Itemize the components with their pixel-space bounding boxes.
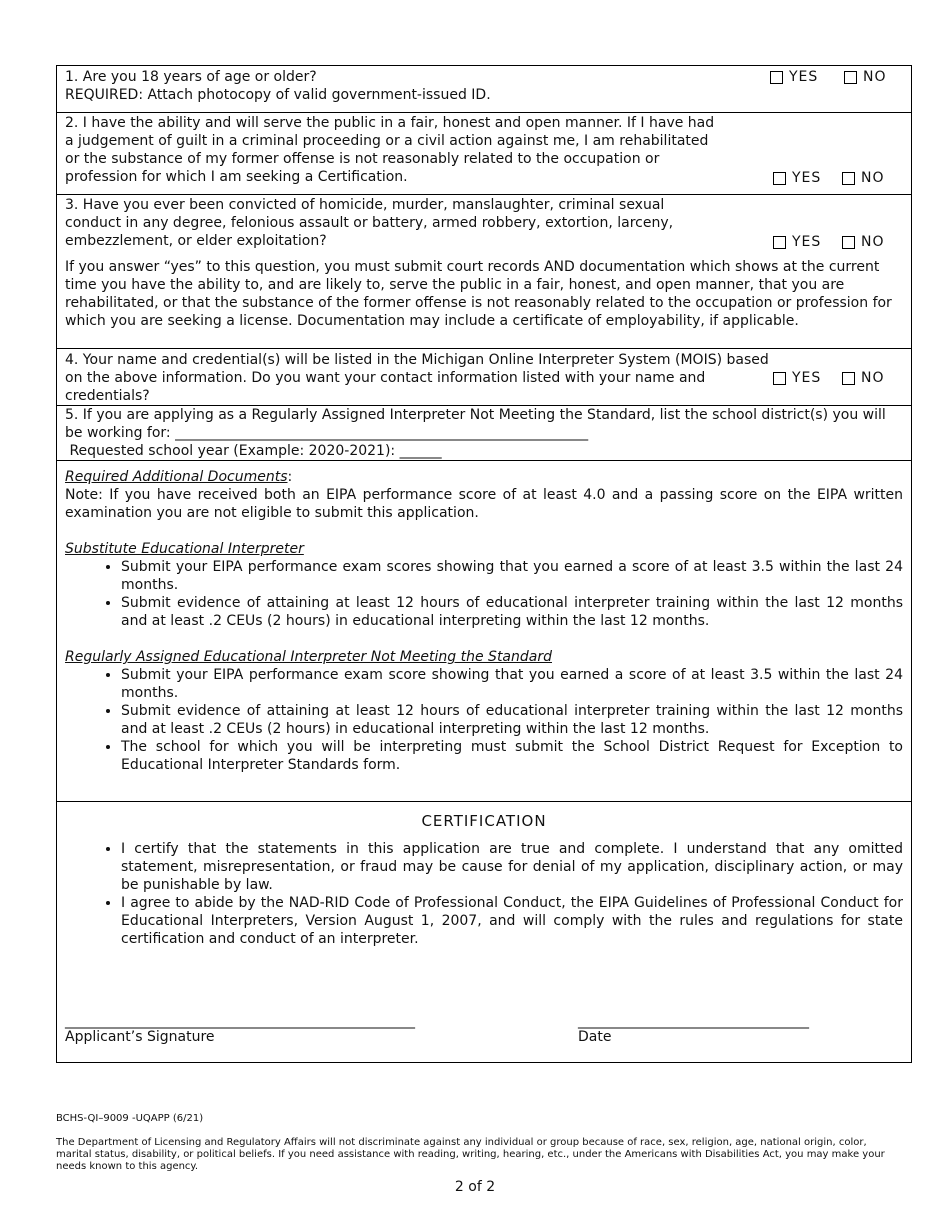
question-2-no-checkbox[interactable] [842,172,855,185]
question-4-cell [57,349,912,406]
question-2-cell [57,113,912,195]
nondiscrimination-notice: The Department of Licensing and Regulatory Affairs will not discriminate against any individual or group because of race, sex, religion, age, national origin, color, marital status, disability, or political beliefs. If you need assistance with reading, writing, hearing, etc., under the Americans with Disabilities Act, you may make your needs known to this agency. [56,1137,885,1172]
question-1-no-option[interactable] [844,68,887,86]
page-number: 2 of 2 [454,1179,496,1195]
question-2-no-option[interactable] [842,169,885,187]
question-2-yes-checkbox[interactable] [773,172,786,185]
question-4-yes-checkbox[interactable] [773,372,786,385]
substitute-heading: Substitute Educational Interpreter [65,541,304,557]
question-1-no-checkbox[interactable] [844,71,857,84]
question-4-no-option[interactable] [842,369,885,387]
question-4-no-checkbox[interactable] [842,372,855,385]
question-1-cell [57,66,912,113]
question-1-yes-checkbox[interactable] [770,71,783,84]
list-item: • Submit your EIPA performance exam scores showing that you earned a score of at least 3.5 within the last 24 months. [121,558,903,594]
required-documents-heading: Required Additional Documents [65,469,288,485]
yes-label: YES [792,170,822,186]
signature-line[interactable]: __________________________________________________ [65,1013,415,1029]
form-code: BCHS-QI–9009 -UQAPP (6/21) [56,1113,204,1124]
question-1-yes-option[interactable] [770,68,818,86]
list-item: • The school for which you will be interpreting must submit the School District Request for Exception to Educational Interpreter Standards form. [121,738,903,774]
signature-label: Applicant’s Signature [65,1029,215,1045]
question-3-yes-checkbox[interactable] [773,236,786,249]
question-5-cell [57,406,912,461]
question-3-no-checkbox[interactable] [842,236,855,249]
application-form-table [56,65,912,1063]
yes-label: YES [792,234,822,250]
question-2-yes-option[interactable] [773,169,821,187]
question-3-yes-option[interactable] [773,233,821,251]
required-documents-colon: : [287,469,293,485]
question-5-school-year[interactable]: Requested school year (Example: 2020-2021): ______ [65,443,442,459]
question-4-text: 4. Your name and credential(s) will be listed in the Michigan Online Interpreter System (MOIS) based on the above information. Do you want your contact information listed with your name and credentials? [65,352,769,404]
regular-list [65,666,903,774]
required-documents-cell [57,461,912,802]
date-line[interactable]: _________________________________ [578,1013,809,1029]
question-1-requirement: REQUIRED: Attach photocopy of valid government-issued ID. [65,87,491,103]
list-item: • I agree to abide by the NAD-RID Code of Professional Conduct, the EIPA Guidelines of Professional Conduct for Educational Interpreters, Version August 1, 2007, and will comply with the rules and regulations for state certification and conduct of an interpreter. [121,894,903,948]
no-label: NO [861,170,885,186]
yes-label: YES [789,69,819,85]
question-2-text: 2. I have the ability and will serve the public in a fair, honest and open manner. If I have had a judgement of guilt in a criminal proceeding or a civil action against me, I am rehabilitated or the substance of my former offense is not reasonably related to the occupation or profession for which I am seeking a Certification. [65,115,715,185]
question-3-no-option[interactable] [842,233,885,251]
substitute-list [65,558,903,630]
certification-title: CERTIFICATION [421,812,547,830]
list-item: • Submit your EIPA performance exam score showing that you earned a score of at least 3.5 within the last 24 months. [121,666,903,702]
question-3-text: 3. Have you ever been convicted of homicide, murder, manslaughter, criminal sexual conduct in any degree, felonious assault or battery, armed robbery, extortion, larceny, embezzlement, or elder exploitation? [65,197,674,249]
question-3-note: If you answer “yes” to this question, you must submit court records AND documentation which shows at the current time you have the ability to, and are likely to, serve the public in a fair, honest, and open manner, that you are rehabilitated, or that the substance of the former offense is not reasonably related to the occupation or profession for which you are seeking a license. Documentation may include a certificate of employability, if applicable. [65,259,892,329]
list-item: • I certify that the statements in this application are true and complete. I understand that any omitted statement, misrepresentation, or fraud may be cause for denial of my application, disciplinary action, or may be punishable by law. [121,840,903,894]
question-5-text[interactable]: 5. If you are applying as a Regularly Assigned Interpreter Not Meeting the Standard, list the school district(s) you will be working for: ___________________________________________________________ [65,407,886,441]
regular-heading: Regularly Assigned Educational Interpreter Not Meeting the Standard [65,649,552,665]
question-3-cell [57,195,912,349]
required-documents-note: Note: If you have received both an EIPA performance score of at least 4.0 and a passing score on the EIPA written examination you are not eligible to submit this application. [65,487,903,521]
list-item: • Submit evidence of attaining at least 12 hours of educational interpreter training within the last 12 months and at least .2 CEUs (2 hours) in educational interpreting within the last 12 months. [121,594,903,630]
yes-label: YES [792,370,822,386]
question-1-text: 1. Are you 18 years of age or older? [65,69,317,85]
list-item: • Submit evidence of attaining at least 12 hours of educational interpreter training within the last 12 months and at least .2 CEUs (2 hours) in educational interpreting within the last 12 months. [121,702,903,738]
no-label: NO [861,370,885,386]
date-label: Date [578,1029,612,1045]
certification-list [65,840,903,948]
no-label: NO [863,69,887,85]
question-4-yes-option[interactable] [773,369,821,387]
certification-cell [57,802,912,1063]
no-label: NO [861,234,885,250]
